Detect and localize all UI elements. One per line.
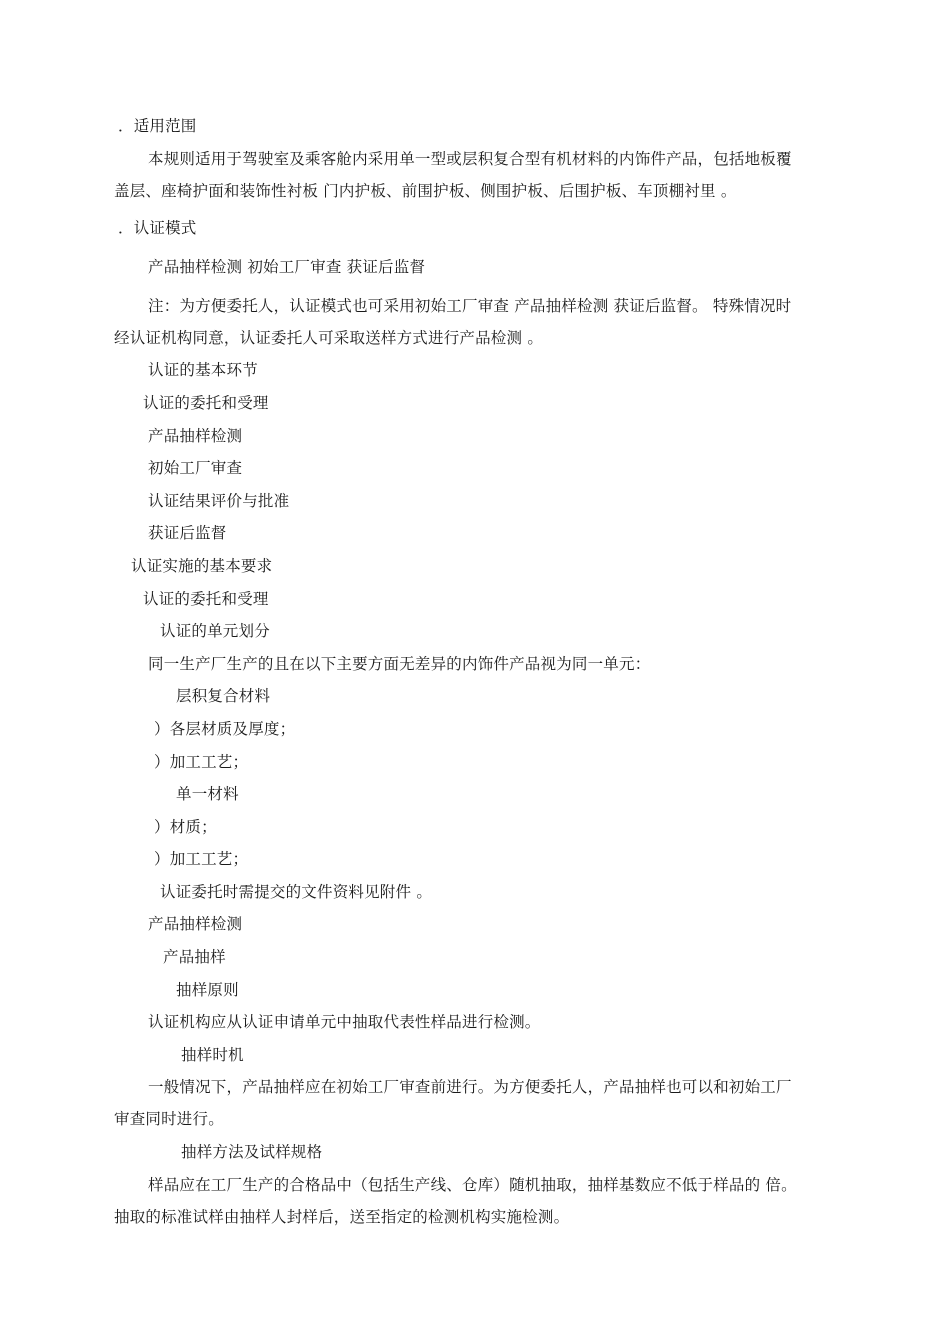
section-heading-scope: ．适用范围 [118, 117, 197, 135]
list-item: 获证后监督 [148, 524, 227, 542]
heading-line: 层积复合材料 [176, 687, 271, 705]
list-item: ）加工工艺； [154, 753, 249, 771]
paragraph-line: 本规则适用于驾驶室及乘客舱内采用单一型或层积复合型有机材料的内饰件产品，包括地板覆 [148, 150, 792, 168]
heading-line: 产品抽样 [163, 948, 226, 966]
paragraph-line: 认证委托时需提交的文件资料见附件 。 [160, 883, 433, 901]
list-item: ）加工工艺； [154, 850, 249, 868]
list-item: ）各层材质及厚度； [154, 720, 296, 738]
list-item: 认证结果评价与批准 [148, 492, 290, 510]
heading-line: 单一材料 [176, 785, 239, 803]
paragraph-line: 一般情况下，产品抽样应在初始工厂审查前进行。为方便委托人，产品抽样也可以和初始工厂 [148, 1078, 792, 1096]
note-line: 经认证机构同意，认证委托人可采取送样方式进行产品检测 。 [114, 329, 544, 347]
list-item: 认证的委托和受理 [143, 394, 269, 412]
paragraph-line: 盖层、座椅护面和装饰性衬板 门内护板、前围护板、侧围护板、后围护板、车顶棚衬里 。 [114, 182, 737, 200]
note-line: 注：为方便委托人，认证模式也可采用初始工厂审查 产品抽样检测 获证后监督。 特殊情况时 [148, 297, 792, 315]
heading-line: 抽样原则 [176, 981, 239, 999]
paragraph-line: 认证机构应从认证申请单元中抽取代表性样品进行检测。 [148, 1013, 541, 1031]
heading-line: 认证的基本环节 [148, 361, 258, 379]
paragraph-line: 审查同时进行。 [114, 1110, 224, 1128]
heading-line: 抽样方法及试样规格 [181, 1143, 323, 1161]
heading-line: 产品抽样检测 [148, 915, 243, 933]
heading-line: 认证实施的基本要求 [131, 557, 273, 575]
list-item: 产品抽样检测 [148, 427, 243, 445]
list-item: ）材质； [154, 818, 217, 836]
paragraph-line: 同一生产厂生产的且在以下主要方面无差异的内饰件产品视为同一单元： [148, 655, 651, 673]
heading-line: 认证的委托和受理 [143, 590, 269, 608]
paragraph-line: 产品抽样检测 初始工厂审查 获证后监督 [148, 258, 426, 276]
heading-line: 认证的单元划分 [160, 622, 270, 640]
paragraph-line: 抽取的标准试样由抽样人封样后，送至指定的检测机构实施检测。 [114, 1208, 570, 1226]
heading-line: 抽样时机 [181, 1046, 244, 1064]
list-item: 初始工厂审查 [148, 459, 243, 477]
paragraph-line: 样品应在工厂生产的合格品中（包括生产线、仓库）随机抽取，抽样基数应不低于样品的 倍。 [148, 1176, 797, 1194]
section-heading-mode: ．认证模式 [118, 219, 197, 237]
